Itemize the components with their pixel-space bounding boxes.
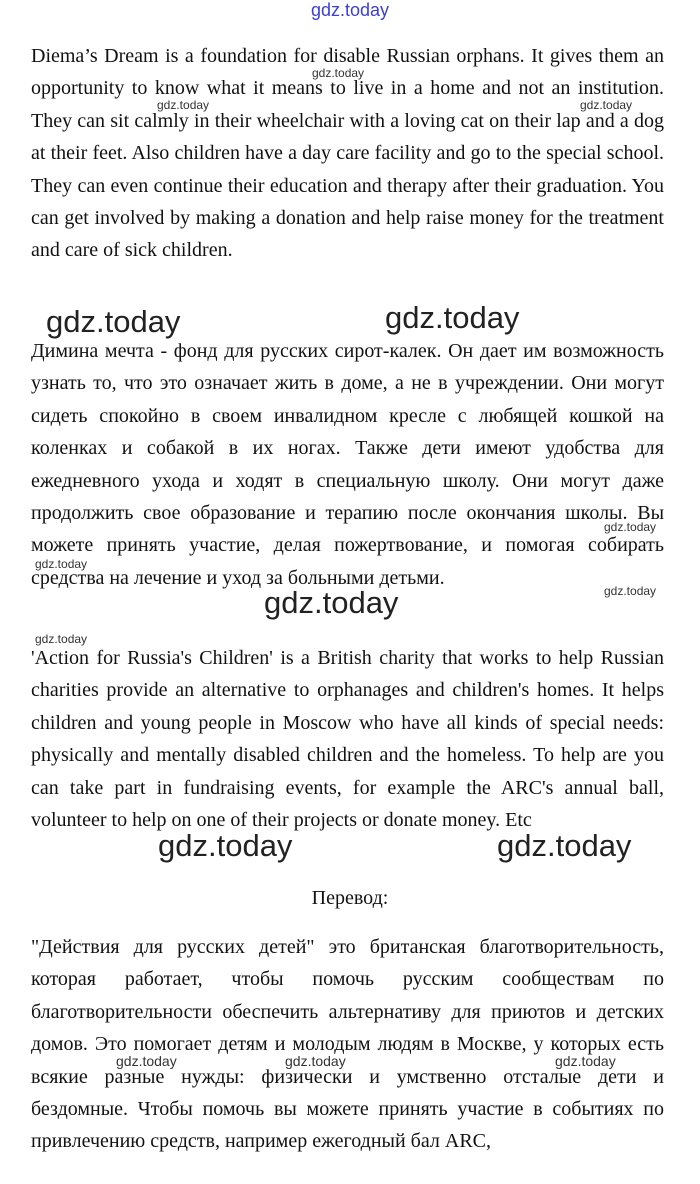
watermark: gdz.today bbox=[285, 1053, 346, 1069]
watermark: gdz.today bbox=[35, 557, 88, 571]
translation-heading: Перевод: bbox=[311, 887, 389, 909]
watermark: gdz.today bbox=[46, 304, 181, 339]
paragraph-diemas-dream-en: Diema’s Dream is a foundation for disable Russian orphans. It gives them an opportunity to know what it means to live in a home and not an institution. They can sit calmly in their wheelchair with a loving cat on their lap and a dog at their feet. Also children have a day care facility and go to the special school. They can even continue their education and therapy after their graduation. You can get involved by making a donation and help raise money for the treatment and care of sick children. bbox=[31, 45, 664, 262]
watermark: gdz.today bbox=[604, 520, 657, 534]
watermark-top: gdz.today bbox=[310, 0, 390, 20]
watermark: gdz.today bbox=[604, 584, 657, 598]
watermark: gdz.today bbox=[158, 828, 293, 863]
paragraph-diemas-dream-ru: Димина мечта - фонд для русских сирот-калек. Он дает им возможность узнать то, что это означает жить в доме, а не в учреждении. Они могут сидеть спокойно в своем инвалидном кресле с любящей кошкой на коленках и собакой в их ногах. Также дети имеют удобства для ежедневного ухода и ходят в специальную школу. Они могут даже продолжить свое образование и терапию после окончания школы. Вы можете принять участие, делая пожертвование, и помогая собирать средства на лечение и уход за больными детьми. bbox=[31, 340, 664, 589]
paragraph-arc-en: 'Action for Russia's Children' is a British charity that works to help Russian charities provide an alternative to orphanages and children's homes. It helps children and young people in Moscow who have all kinds of special needs: physically and mentally disabled children and the homeless. To help are you can take part in fundraising events, for example the ARC's annual ball, volunteer to help on one of their projects or donate money. Etc bbox=[31, 647, 664, 832]
watermark: gdz.today bbox=[580, 98, 633, 112]
watermark: gdz.today bbox=[157, 98, 210, 112]
paragraph-arc-ru: "Действия для русских детей" это британская благотворительность, которая работает, чтобы помочь русским сообществам по благотворительности обеспечить альтернативу для приютов и детских домов. Это помогает детям и молодым людям в Москве, у которых есть всякие разные нужды: физически и умственно отсталые дети и бездомные. Чтобы помочь вы можете принять участие в событиях по привлечению средств, например ежегодный бал ARC, bbox=[31, 936, 664, 1153]
watermark: gdz.today bbox=[555, 1053, 616, 1069]
watermark: gdz.today bbox=[35, 632, 88, 646]
watermark: gdz.today bbox=[264, 585, 399, 620]
watermark: gdz.today bbox=[312, 66, 365, 80]
watermark: gdz.today bbox=[116, 1053, 177, 1069]
watermark: gdz.today bbox=[385, 300, 520, 335]
watermark: gdz.today bbox=[497, 828, 632, 863]
